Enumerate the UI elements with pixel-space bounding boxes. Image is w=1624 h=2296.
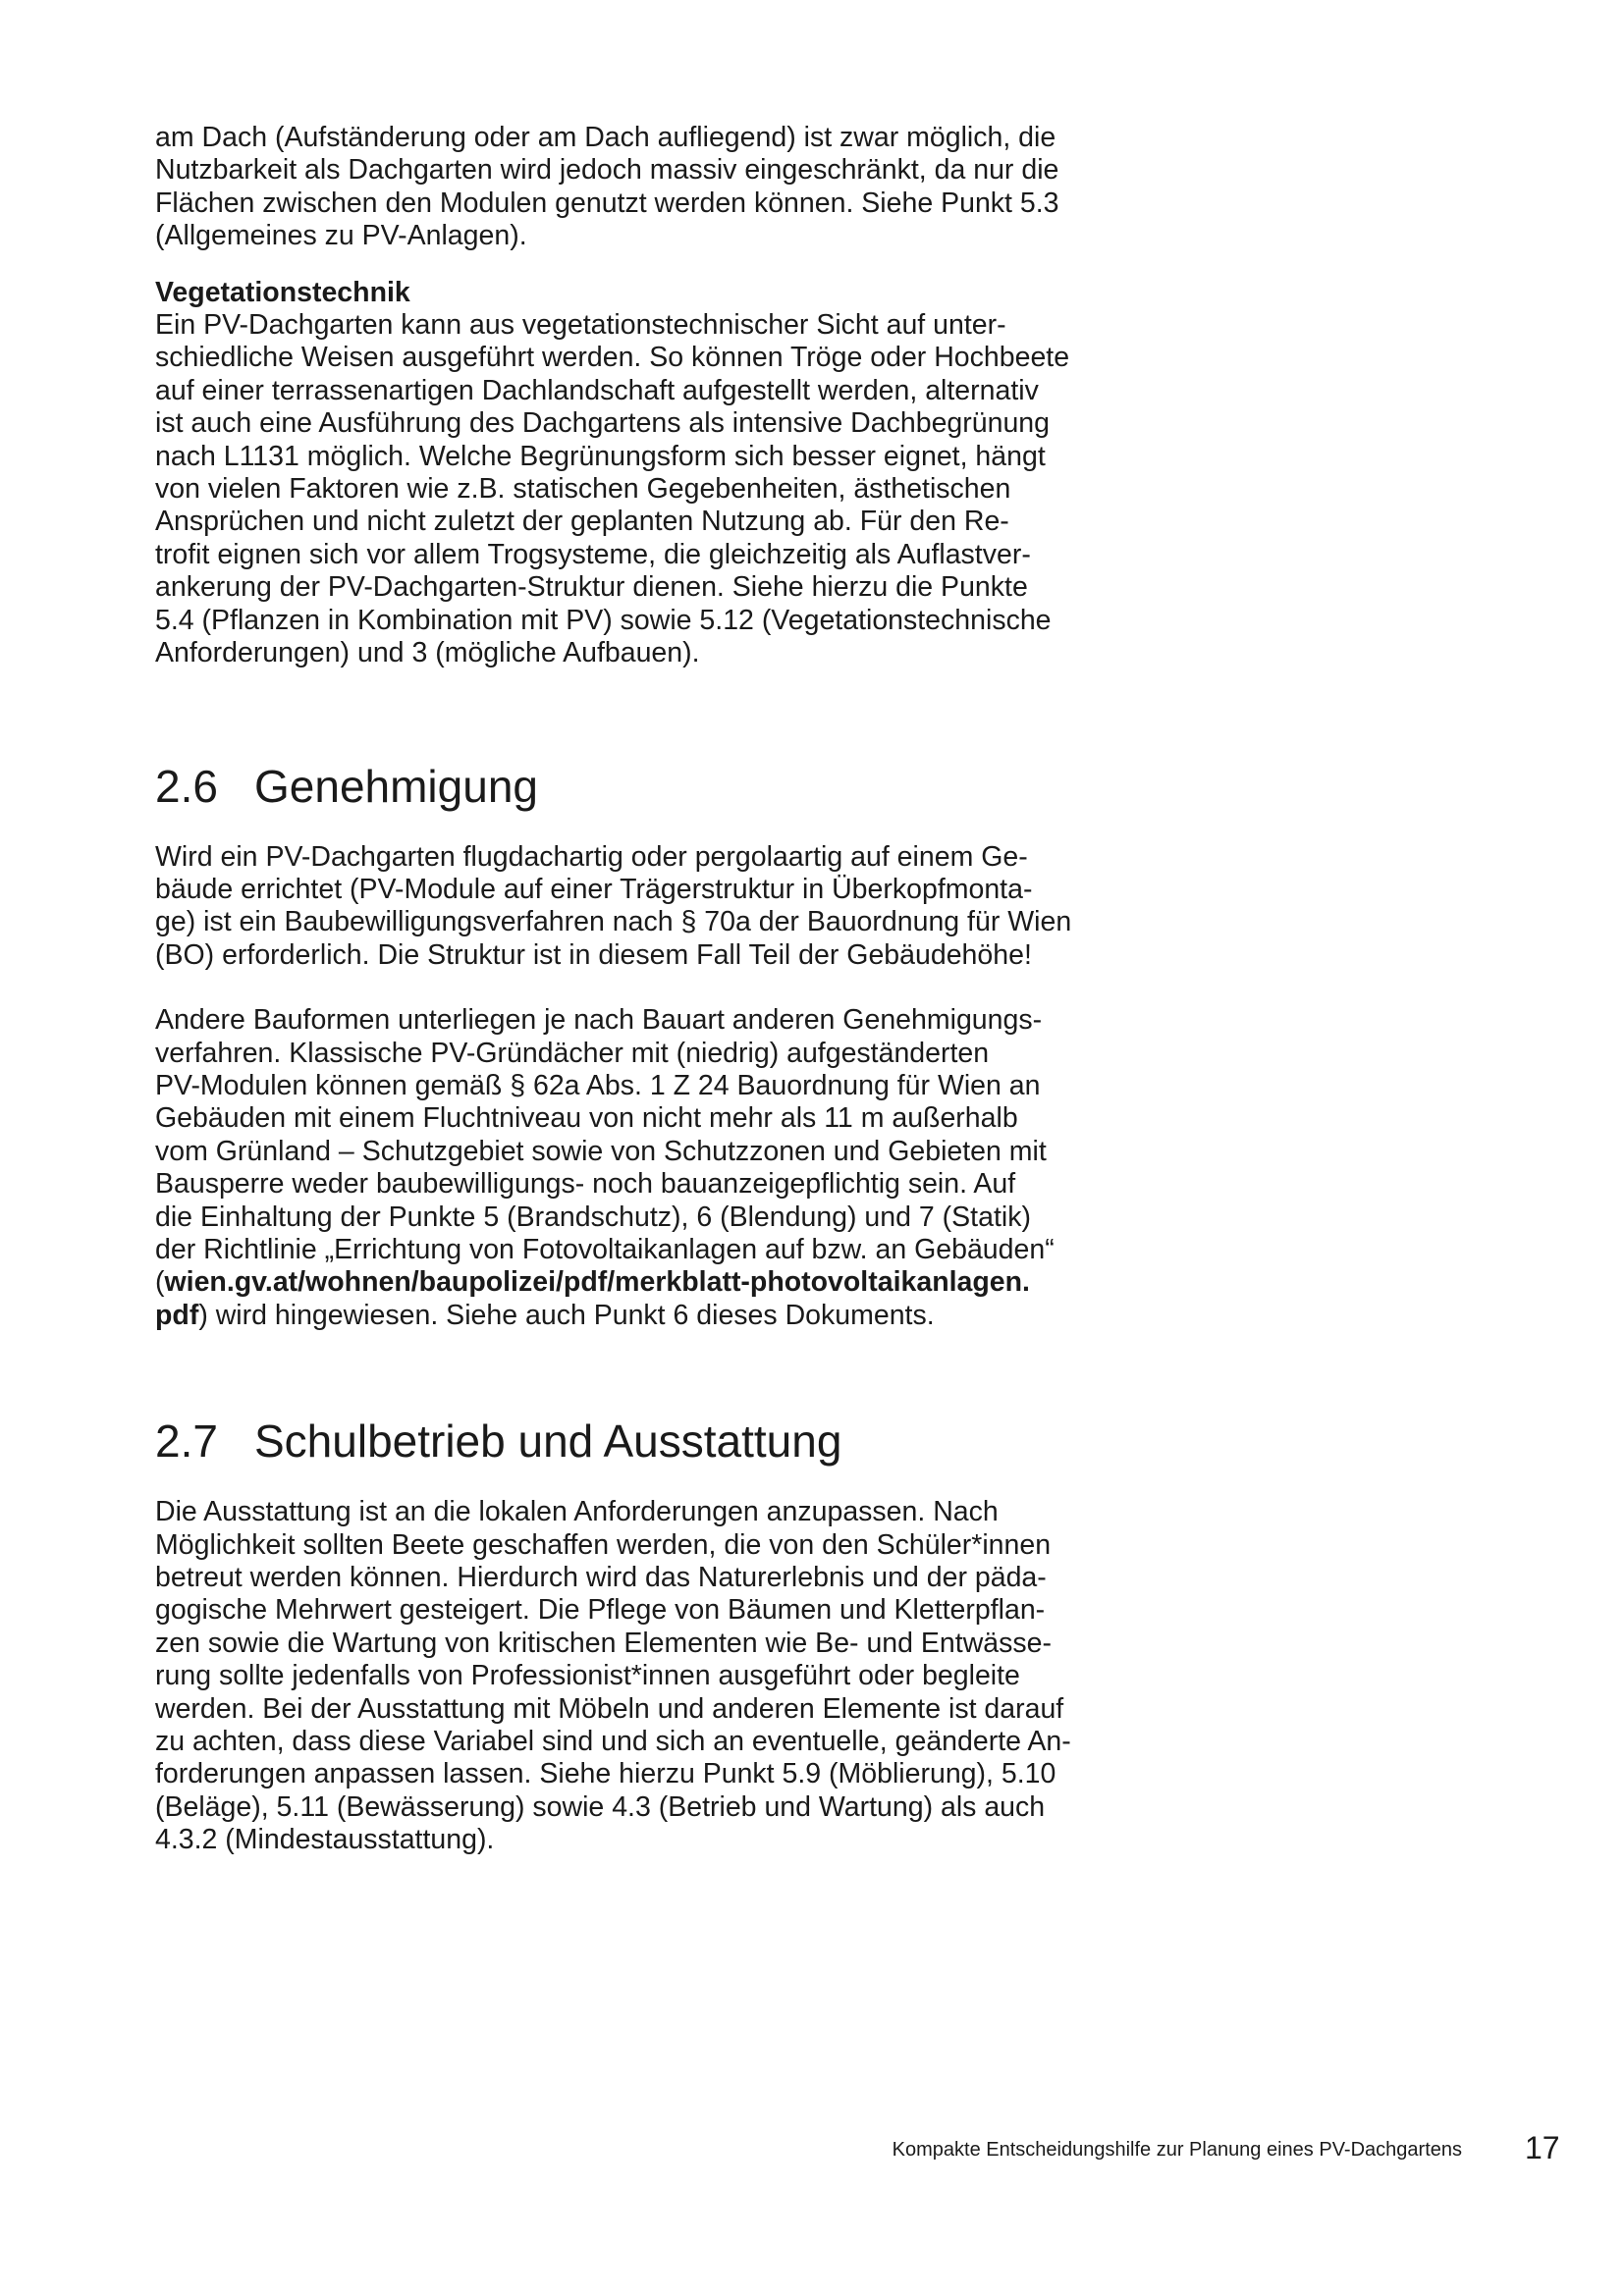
text-line: zen sowie die Wartung von kritischen Elementen wie Be- und Entwässe- bbox=[155, 1627, 1052, 1659]
text-line: (Allgemeines zu PV-Anlagen). bbox=[155, 220, 527, 252]
spacer bbox=[155, 1468, 1078, 1496]
text-line: 5.4 (Pflanzen in Kombination mit PV) sowie 5.12 (Vegetationstechnische bbox=[155, 604, 1052, 636]
text-line: Die Ausstattung ist an die lokalen Anforderungen anzupassen. Nach bbox=[155, 1496, 999, 1528]
text-line: von vielen Faktoren wie z.B. statischen Gegebenheiten, ästhetischen bbox=[155, 473, 1011, 506]
text-line: ist auch eine Ausführung des Dachgartens als intensive Dachbegrünung bbox=[155, 407, 1051, 440]
text-line: Möglichkeit sollten Beete geschaffen werden, die von den Schüler*innen bbox=[155, 1528, 1052, 1561]
page-number: 17 bbox=[1525, 2130, 1560, 2165]
section-heading-2-6 bbox=[155, 759, 1078, 814]
text-line: trofit eignen sich vor allem Trogsysteme, die gleichzeitig als Auflastver- bbox=[155, 538, 1031, 570]
text-line: die Einhaltung der Punkte 5 (Brandschutz), 6 (Blendung) und 7 (Statik) bbox=[155, 1201, 1031, 1233]
text-line: zu achten, dass diese Variabel sind und sich an eventuelle, geänderte An- bbox=[155, 1726, 1071, 1758]
text-line: verfahren. Klassische PV-Gründächer mit (niedrig) aufgeständerten bbox=[155, 1037, 990, 1069]
spacer bbox=[155, 972, 1078, 1004]
text-line: nach L1131 möglich. Welche Begrünungsform sich besser eignet, hängt bbox=[155, 440, 1046, 472]
text-line: der Richtlinie „Errichtung von Fotovoltaikanlagen auf bzw. an Gebäuden“ bbox=[155, 1233, 1055, 1265]
text-line: Ansprüchen und nicht zuletzt der geplanten Nutzung ab. Für den Re- bbox=[155, 506, 1009, 538]
text-line: forderungen anpassen lassen. Siehe hierzu Punkt 5.9 (Möblierung), 5.10 bbox=[155, 1758, 1056, 1790]
genehmigung-paragraph-2 bbox=[155, 1004, 1078, 1332]
text-line: bäude errichtet (PV-Module auf einer Trägerstruktur in Überkopfmonta- bbox=[155, 873, 1033, 905]
text-line: werden. Bei der Ausstattung mit Möbeln und anderen Elemente ist darauf bbox=[155, 1692, 1064, 1725]
text-line: betreut werden können. Hierdurch wird das Naturerlebnis und der päda- bbox=[155, 1562, 1047, 1593]
text-line: Nutzbarkeit als Dachgarten wird jedoch massiv eingeschränkt, da nur die bbox=[155, 154, 1059, 187]
spacer bbox=[155, 670, 1078, 759]
text-line: Andere Bauformen unterliegen je nach Bauart anderen Genehmigungs- bbox=[155, 1004, 1043, 1037]
text-line: ankerung der PV-Dachgarten-Struktur dienen. Siehe hierzu die Punkte bbox=[155, 571, 1028, 604]
text-line: am Dach (Aufständerung oder am Dach aufliegend) ist zwar möglich, die bbox=[155, 122, 1056, 153]
text-line: Flächen zwischen den Modulen genutzt werden können. Siehe Punkt 5.3 bbox=[155, 187, 1059, 219]
spacer bbox=[155, 1332, 1078, 1414]
footer-title: Kompakte Entscheidungshilfe zur Planung eines PV-Dachgartens bbox=[892, 2139, 1462, 2161]
intro-paragraph bbox=[155, 122, 1078, 253]
section-title: Genehmigung bbox=[254, 760, 538, 812]
text-line: rung sollte jedenfalls von Professionist*innen ausgeführt oder begleite bbox=[155, 1660, 1020, 1692]
section-number: 2.6 bbox=[155, 760, 218, 812]
merkblatt-link-part-2[interactable]: pdf bbox=[155, 1299, 199, 1331]
text-line: Anforderungen) und 3 (mögliche Aufbauen). bbox=[155, 637, 700, 669]
text-line: ge) ist ein Baubewilligungsverfahren nach § 70a der Bauordnung für Wien bbox=[155, 906, 1072, 938]
text-line: Wird ein PV-Dachgarten flugdachartig oder pergolaartig auf einem Ge- bbox=[155, 840, 1028, 873]
section-heading-2-7 bbox=[155, 1414, 1078, 1468]
vegetation-paragraph bbox=[155, 277, 1078, 670]
schulbetrieb-paragraph bbox=[155, 1496, 1078, 1856]
text-line bbox=[155, 1300, 1078, 1332]
spacer bbox=[155, 253, 1078, 277]
text-line: Bausperre weder baubewilligungs- noch bauanzeigepflichtig sein. Auf bbox=[155, 1168, 1016, 1201]
page-content bbox=[155, 122, 1078, 1857]
text-line: schiedliche Weisen ausgeführt werden. So können Tröge oder Hochbeete bbox=[155, 342, 1070, 374]
text-line: Ein PV-Dachgarten kann aus vegetationstechnischer Sicht auf unter- bbox=[155, 309, 1006, 342]
link-trailing-text: ) wird hingewiesen. Siehe auch Punkt 6 dieses Dokuments. bbox=[198, 1299, 935, 1331]
text-line: (Beläge), 5.11 (Bewässerung) sowie 4.3 (Betrieb und Wartung) als auch bbox=[155, 1790, 1046, 1823]
text-line: gogische Mehrwert gesteigert. Die Pflege von Bäumen und Kletterpflan- bbox=[155, 1594, 1046, 1627]
section-number: 2.7 bbox=[155, 1415, 218, 1468]
text-line: PV-Modulen können gemäß § 62a Abs. 1 Z 24 Bauordnung für Wien an bbox=[155, 1069, 1041, 1101]
spacer bbox=[155, 814, 1078, 841]
section-title: Schulbetrieb und Ausstattung bbox=[254, 1415, 842, 1468]
genehmigung-paragraph-1 bbox=[155, 841, 1078, 973]
text-line: Gebäuden mit einem Fluchtniveau von nicht mehr als 11 m außerhalb bbox=[155, 1102, 1018, 1135]
text-line bbox=[155, 1266, 1078, 1299]
text-line: 4.3.2 (Mindestausstattung). bbox=[155, 1824, 495, 1856]
text-line: vom Grünland – Schutzgebiet sowie von Schutzzonen und Gebieten mit bbox=[155, 1135, 1047, 1167]
text-line: (BO) erforderlich. Die Struktur ist in diesem Fall Teil der Gebäudehöhe! bbox=[155, 938, 1032, 971]
subsection-title: Vegetationstechnik bbox=[155, 276, 410, 308]
paren-open: ( bbox=[155, 1266, 165, 1299]
text-line: auf einer terrassenartigen Dachlandschaft aufgestellt werden, alternativ bbox=[155, 374, 1039, 406]
merkblatt-link-part-1[interactable]: wien.gv.at/wohnen/baupolizei/pdf/merkblatt-photovoltaikanlagen. bbox=[164, 1266, 1030, 1299]
page-footer bbox=[0, 2130, 1624, 2169]
